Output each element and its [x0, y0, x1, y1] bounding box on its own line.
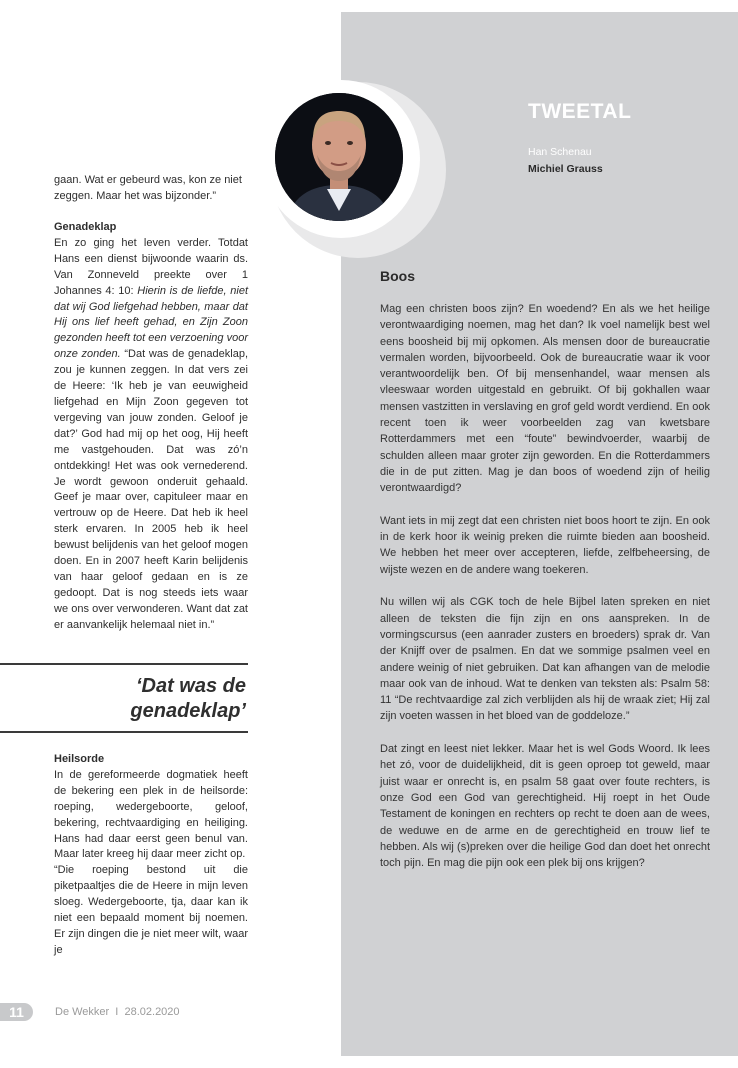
body-text: “Dat was de genadeklap, zou je kunnen zeggen. In dat vers zei de Heere: ‘Ik heb je van eeuwigheid liefgehad en Mijn Zoon gegeven tot vergeving van jouw zonden. Geloof je dat?’ God had mij op het oog, Hij heeft me vastgehouden. Dat was zó’n ontdekking! Het was ook vernederend. Je wordt gewoon onderuit gehaald. Geef je maar over, capituleer maar en vertrouw op de Heere. Dat heb ik heel sterk ervaren. In 2005 heb ik heel bewust belijdenis van het geloof mogen doen. En in 2007 heeft Karin belijdenis van haar geloof gedaan en is ze gedoopt. Dat is nog steeds iets waar we ons over verwonderen. Want dat zat er aanvankelijk helemaal niet in.”: [54, 348, 248, 631]
column-title: TWEETAL: [528, 100, 632, 123]
article-paragraph: Mag een christen boos zijn? En woedend? En als we het heilige verontwaardiging noemen, mag het dan? Ik voel namelijk best wel eens boosheid bij mij opkomen. Als mensen door de bureaucratie vermalen worden, bijvoorbeeld. Ook de bureaucratie waar ik voor verantwoordelijk ben. Of bij mensenhandel, waar mensen als vleeswaar worden uitgestald en gebruikt. Of bij gokhallen waar mensen vastzitten in verslaving en grof geld wordt verdiend. En ook recent toen ik weer voorbeelden zag van kwetsbare Rotterdammers met een “foute” bewindvoerder, waarbij de schulden alleen maar groter zijn geworden. En die Rotterdammers die in de put zitten. Mag je dan boos of woedend zijn of heilig verontwaardigd?: [380, 303, 710, 495]
author-portrait-photo: [275, 93, 403, 221]
pull-quote-line: ‘Dat was de: [135, 675, 246, 697]
article-heading: Boos: [380, 268, 415, 284]
body-text: En zo ging het leven verder. Totdat Hans een dienst bijwoonde waarin ds. Van Zonneveld preekte over 1 Johannes 4: 10:: [54, 236, 248, 297]
left-column-intro: [54, 173, 248, 205]
article-paragraph: Want iets in mij zegt dat een christen niet boos hoort te zijn. En ook in de kerk hoor ik weinig preken die ruimte bieden aan boosheid. We hebben het meer over accepteren, liefde, zelfbeheersing, de wijste wezen en de andere wang toekeren.: [380, 514, 710, 576]
page-footer: [0, 1003, 180, 1021]
section-heading: Heilsorde: [54, 753, 105, 765]
section-body: [54, 236, 248, 634]
section-genadeklap: [54, 220, 248, 634]
article-paragraph: Nu willen wij als CGK toch de hele Bijbel laten spreken en niet alleen de teksten die fijn zijn en ons aanspreken. In de vormingscursus (een aanrader zusters en broeders) sprak dr. Van der Knijff over de psalmen. En dat we sommige psalmen veel en andere weinig of niet gebruiken. Dat kan afhangen van de melodie maar ook van de inhoud. Wat te denken van teksten als: Psalm 58: 11 “De rechtvaardige zal zich verblijden als hij de wraak ziet; Hij zal zijn voeten wassen in het bloed van de goddeloze.”: [380, 596, 710, 723]
pull-quote-line: genadeklap’: [130, 699, 246, 722]
intro-line: gaan. Wat er gebeurd was, kon ze niet: [54, 174, 242, 186]
sidebar-article: [380, 266, 710, 888]
pull-quote: [40, 674, 246, 723]
section-heilsorde: [54, 752, 248, 959]
quote-divider-top: [0, 663, 248, 665]
scripture-quote: Hierin is de liefde, niet dat wij God liefgehad hebben, maar dat Hij ons lief heeft gehad, en Zijn Zoon gezonden heeft tot een verzoening voor onze zonden.: [54, 284, 248, 361]
author-name: Michiel Grauss: [528, 163, 603, 175]
section-body: In de gereformeerde dogmatiek heeft de bekering een plek in de heilsorde: roeping, wedergeboorte, geloof, bekering, rechtvaardiging en heiliging. Hans had daar eerst geen benul van. Maar later kreeg hij daar meer zicht op.: [54, 768, 248, 861]
intro-line: zeggen. Maar het was bijzonder.”: [54, 189, 217, 202]
article-paragraph: Dat zingt en leest niet lekker. Maar het is wel Gods Woord. Ik lees het zó, voor de duidelijkheid, dit is geen oproep tot geweld, maar juist waar er onrecht is, en psalm 58 gaat over foute rechters, is onze God een God van gerechtigheid. Hij roept in het Oude Testament de koningen en rechters op recht te doen aan de wees, de weduwe en de arme en de gerechtigheid en trouw lief te hebben. Als wij (s)preken over die heilige God dan doet het onrecht toch pijn. En mag die pijn ook een plek bij ons krijgen?: [380, 743, 710, 870]
page-number: 11: [0, 1003, 33, 1021]
author-name: Han Schenau: [528, 146, 592, 158]
section-heading: Genadeklap: [54, 221, 117, 233]
publication-info: De Wekker I 28.02.2020: [55, 1006, 180, 1018]
section-body: “Die roeping bestond uit die piketpaaltjes die de Heere in mijn leven sloeg. Wedergeboorte, tja, daar kan ik niet een bepaald moment bij noemen. Er zijn dingen die je niet meer wilt, waar je: [54, 864, 248, 956]
quote-divider-bottom: [0, 731, 248, 733]
